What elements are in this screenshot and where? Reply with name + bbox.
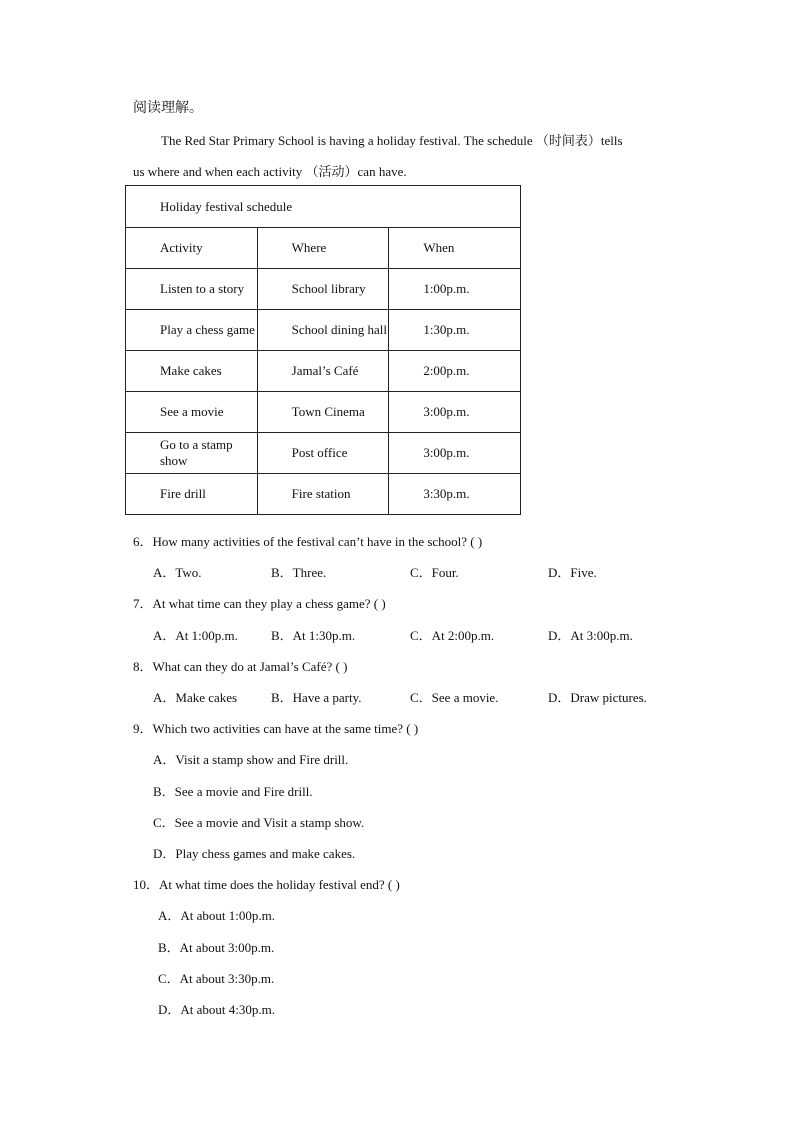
cell-where: Town Cinema (257, 392, 389, 433)
cell-where: Post office (257, 433, 389, 474)
cell-where: School dining hall (257, 310, 389, 351)
cell-when: 3:00p.m. (389, 433, 521, 474)
cell-activity: See a movie (126, 392, 258, 433)
q8-option-b[interactable]: B．Have a party. (271, 690, 362, 705)
question-7: 7．At what time can they play a chess game? ( ) (133, 596, 386, 611)
table-row (126, 433, 521, 474)
cell-activity: Go to a stamp show (126, 433, 258, 474)
header-where: Where (257, 228, 389, 269)
q7-option-c[interactable]: C．At 2:00p.m. (410, 628, 495, 643)
q6-option-a[interactable]: A．Two. (153, 565, 202, 580)
q7-option-d[interactable]: D．At 3:00p.m. (548, 628, 633, 643)
cell-activity: Play a chess game (126, 310, 258, 351)
q8-option-a[interactable]: A．Make cakes (153, 690, 238, 705)
q9-option-a[interactable]: A．Visit a stamp show and Fire drill. (153, 752, 349, 767)
q8-option-c[interactable]: C．See a movie. (410, 690, 499, 705)
cell-when: 3:30p.m. (389, 474, 521, 515)
cell-where: Jamal’s Café (257, 351, 389, 392)
cell-when: 1:00p.m. (389, 269, 521, 310)
header-when: When (389, 228, 521, 269)
question-8: 8．What can they do at Jamal’s Café? ( ) (133, 659, 348, 674)
intro-line-2: us where and when each activity （活动）can have. (133, 164, 407, 179)
cell-when: 2:00p.m. (389, 351, 521, 392)
q6-option-b[interactable]: B．Three. (271, 565, 327, 580)
question-6: 6．How many activities of the festival can’t have in the school? ( ) (133, 534, 483, 549)
q9-option-c[interactable]: C．See a movie and Visit a stamp show. (153, 815, 365, 830)
q10-option-c[interactable]: C．At about 3:30p.m. (158, 971, 275, 986)
table-row (126, 474, 521, 515)
table-row (126, 392, 521, 433)
q10-option-d[interactable]: D．At about 4:30p.m. (158, 1002, 275, 1017)
table-row (126, 310, 521, 351)
q6-option-c[interactable]: C．Four. (410, 565, 459, 580)
cell-where: Fire station (257, 474, 389, 515)
cell-where: School library (257, 269, 389, 310)
section-heading: 阅读理解。 (133, 101, 203, 116)
q7-option-a[interactable]: A．At 1:00p.m. (153, 628, 238, 643)
festival-schedule-table (125, 185, 521, 515)
header-activity: Activity (126, 228, 258, 269)
cell-activity: Fire drill (126, 474, 258, 515)
cell-when: 3:00p.m. (389, 392, 521, 433)
question-10: 10．At what time does the holiday festival end? ( ) (133, 877, 400, 892)
table-header-row (126, 228, 521, 269)
q9-option-b[interactable]: B．See a movie and Fire drill. (153, 784, 313, 799)
q7-option-b[interactable]: B．At 1:30p.m. (271, 628, 356, 643)
question-9: 9．Which two activities can have at the same time? ( ) (133, 721, 419, 736)
q10-option-b[interactable]: B．At about 3:00p.m. (158, 940, 275, 955)
q10-option-a[interactable]: A．At about 1:00p.m. (158, 908, 275, 923)
q9-option-d[interactable]: D．Play chess games and make cakes. (153, 846, 356, 861)
table-title: Holiday festival schedule (126, 186, 521, 228)
cell-activity: Listen to a story (126, 269, 258, 310)
intro-line-1: The Red Star Primary School is having a holiday festival. The schedule （时间表）tells (161, 133, 623, 148)
cell-when: 1:30p.m. (389, 310, 521, 351)
q6-option-d[interactable]: D．Five. (548, 565, 597, 580)
table-row (126, 269, 521, 310)
q8-option-d[interactable]: D．Draw pictures. (548, 690, 647, 705)
table-title-row (126, 186, 521, 228)
cell-activity: Make cakes (126, 351, 258, 392)
table-row (126, 351, 521, 392)
